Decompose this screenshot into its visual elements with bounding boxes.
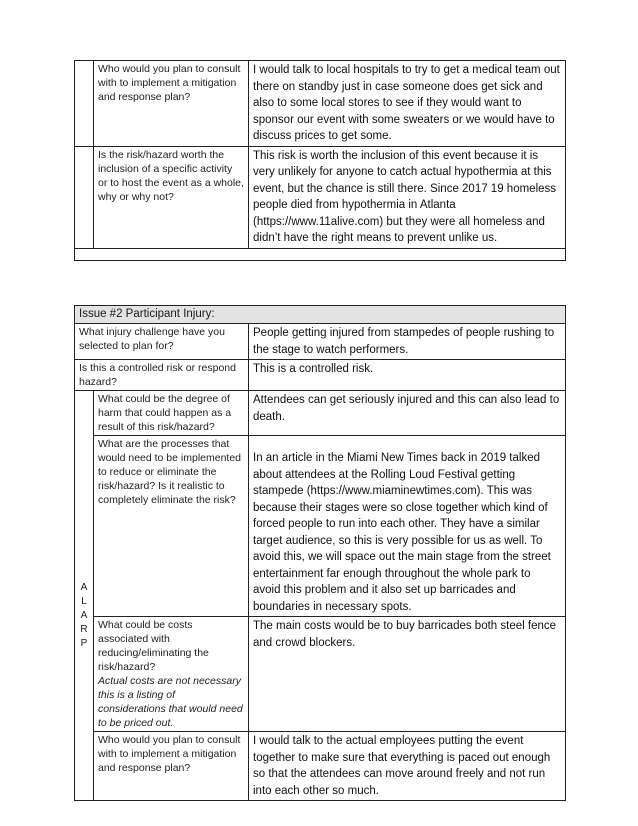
side-cell bbox=[75, 61, 94, 147]
alarp-label: A L A R P bbox=[75, 391, 94, 801]
table-row bbox=[75, 732, 566, 801]
question-note: Actual costs are not necessary this is a listing of considerations that would need to be priced out. bbox=[98, 675, 243, 729]
answer-cell: I would talk to the actual employees putting the event together to make sure that everything is paced out enough so that the attendees can move around freely and not run into each other so much. bbox=[249, 732, 566, 801]
question-cell: What injury challenge have you selected to plan for? bbox=[75, 324, 249, 360]
question-cell: Who would you plan to consult with to implement a mitigation and response plan? bbox=[94, 61, 249, 147]
issue1-continued-table bbox=[74, 60, 566, 261]
table-row bbox=[75, 324, 566, 360]
table-row bbox=[75, 617, 566, 732]
table-row bbox=[75, 248, 566, 260]
question-cell bbox=[94, 617, 249, 732]
question-cell: Is this a controlled risk or respond hazard? bbox=[75, 360, 249, 391]
empty-row-cell bbox=[75, 248, 566, 260]
issue2-table bbox=[74, 305, 566, 801]
table-row bbox=[75, 436, 566, 617]
issue-title: Issue #2 Participant Injury: bbox=[75, 306, 566, 324]
table-row bbox=[75, 61, 566, 147]
question-cell: Is the risk/hazard worth the inclusion of a specific activity or to host the event as a whole, why or why not? bbox=[94, 146, 249, 248]
answer-cell: This is a controlled risk. bbox=[249, 360, 566, 391]
answer-cell: I would talk to local hospitals to try to get a medical team out there on standby just in case someone does get sick and also to some local stores to see if they would want to sponsor our event with some sweaters or we would have to discuss prices to get some. bbox=[249, 61, 566, 147]
question-text: What could be costs associated with reducing/eliminating the risk/hazard? bbox=[98, 619, 209, 673]
answer-cell bbox=[249, 436, 566, 617]
question-cell: What are the processes that would need to be implemented to reduce or eliminate the risk/hazard? Is it realistic to completely eliminate the risk? bbox=[94, 436, 249, 617]
side-cell bbox=[75, 146, 94, 248]
question-cell: Who would you plan to consult with to implement a mitigation and response plan? bbox=[94, 732, 249, 801]
table-row bbox=[75, 391, 566, 436]
table-row bbox=[75, 146, 566, 248]
answer-cell: This risk is worth the inclusion of this event because it is very unlikely for anyone to catch actual hypothermia at this event, but the chance is still there. Since 2017 19 homeless people died from hypothermia in Atlanta (https://www.11alive.com) but they were all homeless and didn’t have the right means to prevent unlike us. bbox=[249, 146, 566, 248]
answer-text: In an article in the Miami New Times back in 2019 talked about attendees at the Rolling Loud Festival getting stampede (https://www.miaminewtimes.com). This was because their stages were so close together which kind of forced people to run into each other. They have a similar target audience, so this is very possible for us as well. To avoid this, we will space out the main stage from the street entertainment far enough throughout the whole park to avoid this problem and it also set up barricades and boundaries in necessary spots. bbox=[253, 452, 551, 613]
answer-cell: Attendees can get seriously injured and this can also lead to death. bbox=[249, 391, 566, 436]
answer-cell: People getting injured from stampedes of people rushing to the stage to watch performers. bbox=[249, 324, 566, 360]
table-row bbox=[75, 360, 566, 391]
answer-cell: The main costs would be to buy barricades both steel fence and crowd blockers. bbox=[249, 617, 566, 732]
question-cell: What could be the degree of harm that could happen as a result of this risk/hazard? bbox=[94, 391, 249, 436]
table-header-row bbox=[75, 306, 566, 324]
